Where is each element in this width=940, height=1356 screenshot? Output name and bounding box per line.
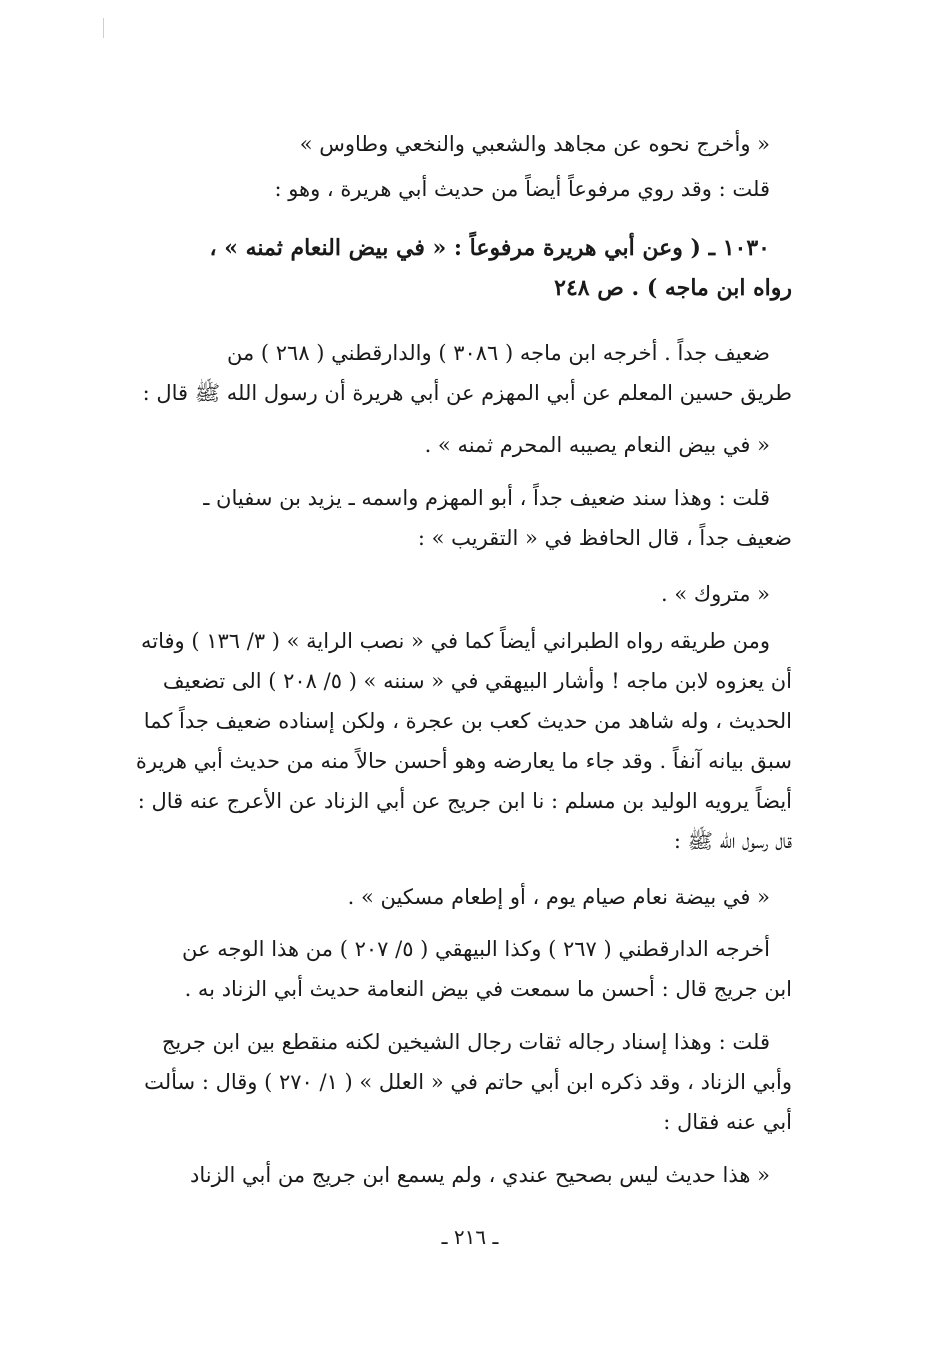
paragraph-isnad-note <box>112 478 792 558</box>
paragraph-note-intro <box>112 169 792 209</box>
text-line: ومن طريقه رواه الطبراني أيضاً كما في « نصب الراية » ( ٣/ ١٣٦ ) وفاته <box>140 629 770 653</box>
text-line: قلت : وهذا إسناد رجاله ثقات رجال الشيخين لكنه منقطع بين ابن جريج <box>161 1030 770 1054</box>
text-line: ١٠٣٠ ـ ( وعن أبي هريرة مرفوعاً : « في بيض النعام ثمنه » ، <box>209 235 770 261</box>
text-line: « هذا حديث ليس بصحيح عندي ، ولم يسمع ابن جريج من أبي الزناد <box>189 1163 770 1187</box>
page-number: ـ ٢١٦ ـ <box>441 1225 499 1249</box>
scan-mark <box>103 18 104 38</box>
text-line: أبي عنه فقال : <box>663 1110 792 1134</box>
paragraph-grading <box>112 333 792 413</box>
text-line: ضعيف جداً ، قال الحافظ في « التقريب » : <box>417 526 792 550</box>
paragraph-daraqutni <box>112 929 792 1009</box>
paragraph-hadith-text <box>112 425 792 465</box>
text-line: أن يعزوه لابن ماجه ! وأشار البيهقي في « سننه » ( ٥/ ٢٠٨ ) الى تضعيف <box>162 669 792 693</box>
paragraph-tabarani <box>112 621 792 861</box>
text-line: « في بيض النعام يصيبه المحرم ثمنه » . <box>424 433 770 457</box>
paragraph-quote-tabiin <box>112 124 792 164</box>
text-line: وأبي الزناد ، وقد ذكره ابن أبي حاتم في « العلل » ( ١/ ٢٧٠ ) وقال : سألت <box>144 1070 792 1094</box>
text-line: قال رسول الله ﷺ : <box>673 829 792 853</box>
text-line: « في بيضة نعام صيام يوم ، أو إطعام مسكين » . <box>347 885 770 909</box>
text-line: رواه ابن ماجه ) . ص ٢٤٨ <box>554 275 792 301</box>
paragraph-abu-hatim-quote <box>112 1155 792 1195</box>
text-line: قلت : وهذا سند ضعيف جداً ، أبو المهزم واسمه ـ يزيد بن سفيان ـ <box>203 486 770 510</box>
text-line: أيضاً يرويه الوليد بن مسلم : نا ابن جريج عن أبي الزناد عن الأعرج عنه قال : <box>137 789 792 813</box>
text-line: قلت : وقد روي مرفوعاً أيضاً من حديث أبي هريرة ، وهو : <box>274 177 770 201</box>
text-line: ابن جريج قال : أحسن ما سمعت في بيض النعامة حديث أبي الزناد به . <box>184 977 792 1001</box>
text-line: الحديث ، وله شاهد من حديث كعب بن عجرة ، ولكن إسناده ضعيف جداً كما <box>143 709 792 733</box>
text-line: « متروك » . <box>660 582 770 606</box>
paragraph-matruk <box>112 574 792 614</box>
text-line: « وأخرج نحوه عن مجاهد والشعبي والنخعي وطاوس » <box>299 132 770 156</box>
hadith-heading-1030 <box>112 228 792 308</box>
text-line: ضعيف جداً . أخرجه ابن ماجه ( ٣٠٨٦ ) والدارقطني ( ٢٦٨ ) من <box>227 341 770 365</box>
text-line: سبق بيانه آنفاً . وقد جاء ما يعارضه وهو أحسن حالاً منه من حديث أبي هريرة <box>135 749 792 773</box>
text-line: طريق حسين المعلم عن أبي المهزم عن أبي هريرة أن رسول الله ﷺ قال : <box>142 381 792 405</box>
text-line: أخرجه الدارقطني ( ٢٦٧ ) وكذا البيهقي ( ٥/ ٢٠٧ ) من هذا الوجه عن <box>182 937 770 961</box>
paragraph-hadith-ostrich-egg <box>112 877 792 917</box>
paragraph-isnad-break <box>112 1022 792 1142</box>
